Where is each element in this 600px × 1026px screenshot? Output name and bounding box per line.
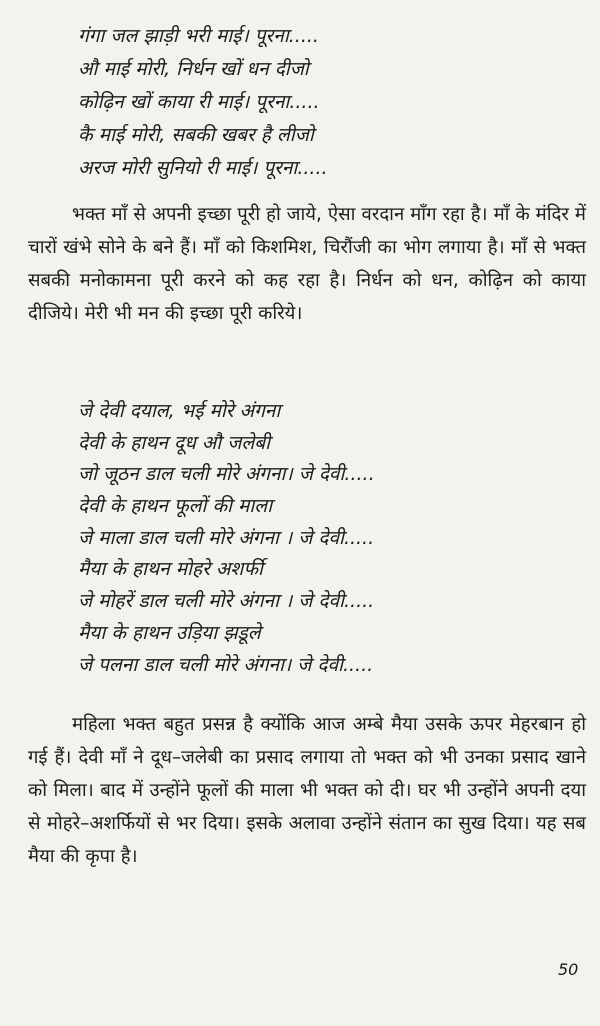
verse-line: जे माला डाल चली मोरे अंगना । जे देवी.....: [78, 526, 375, 549]
verse-line: जे पलना डाल चली मोरे अंगना। जे देवी.....: [78, 653, 374, 676]
paragraph-1: भक्त माँ से अपनी इच्छा पूरी हो जाये, ऐसा वरदान माँग रहा है। माँ के मंदिर में चारों खंभे सोने के बने हैं। माँ को किशमिश, चिरौंजी का भोग लगाया है। माँ से भक्त सबकी मनोकामना पूरी करने को कह रहा है। निर्धन को धन, कोढ़िन को काया दीजिये। मेरी भी मन की इच्छा पूरी करिये।: [28, 204, 586, 324]
verse-line: मैया के हाथन मोहरे अशर्फी: [78, 558, 263, 581]
verse-line: गंगा जल झाड़ी भरी माई। पूरना.....: [78, 25, 319, 47]
verse-line: मैया के हाथन उड़िया झडूले: [78, 621, 261, 644]
paragraph-2: महिला भक्त बहुत प्रसन्न है क्योंकि आज अम्बे मैया उसके ऊपर मेहरबान हो गई हैं। देवी माँ ने दूध–जलेबी का प्रसाद लगाया तो भक्त को भी उनका प्रसाद खाने को मिला। बाद में उन्होंने फूलों की माला भी भक्त को दी। घर भी उन्होंने अपनी दया से मोहरे–अशर्फियों से भर दिया। इसके अलावा उन्होंने संतान का सुख दिया। यह सब मैया की कृपा है।: [28, 714, 586, 867]
verse-block-1: [78, 20, 328, 185]
page-number: 50: [558, 960, 579, 979]
verse-line: अरज मोरी सुनियो री माई। पूरना.....: [78, 157, 328, 179]
verse-block-2: [78, 396, 375, 681]
verse-line: जे मोहरें डाल चली मोरे अंगना । जे देवी.....: [78, 590, 375, 613]
verse-line: कै माई मोरी, सबकी खबर है लीजो: [78, 124, 314, 146]
verse-line: कोढ़िन खों काया री माई। पूरना.....: [78, 91, 320, 113]
verse-line: देवी के हाथन दूध औ जलेबी: [78, 431, 271, 454]
verse-line: देवी के हाथन फूलों की माला: [78, 495, 273, 518]
verse-line: जो जूठन डाल चली मोरे अंगना। जे देवी.....: [78, 463, 375, 486]
verse-line: जे देवी दयाल, भई मोरे अंगना: [78, 400, 281, 422]
verse-line: औ माई मोरी, निर्धन खों धन दीजो: [78, 58, 309, 80]
